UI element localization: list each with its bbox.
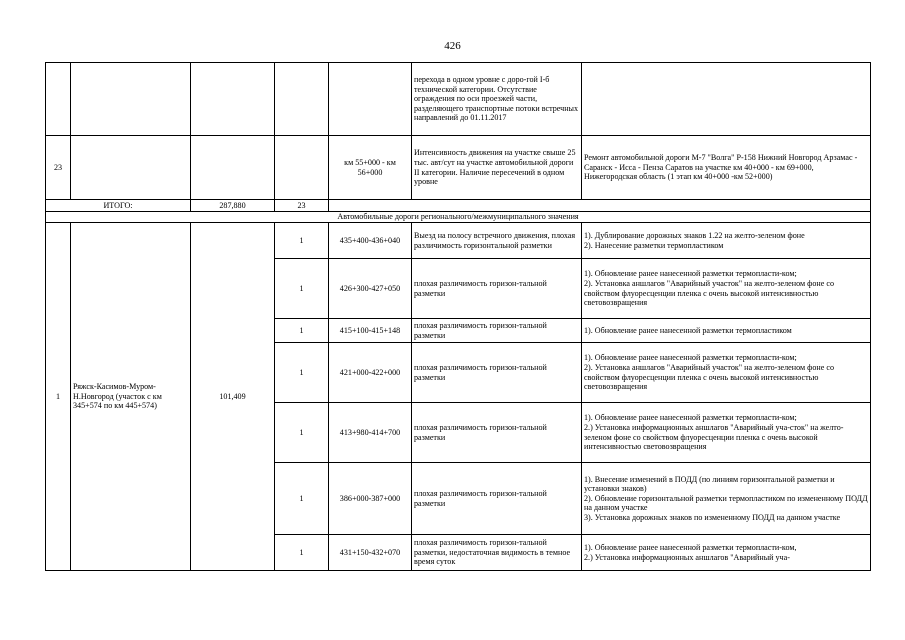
road-sections-table (45, 62, 871, 571)
km-range: 415+100-415+148 (329, 319, 412, 343)
road-name: Ряжск-Касимов-Муром-Н.Новгород (участок с км 345+574 по км 445+574) (71, 223, 191, 571)
km-range: 435+400-436+040 (329, 223, 412, 259)
continued-description: перехода в одном уровне с доро-гой I-б технической категории. Отсутствие ограждения по оси проезжей части, разделяющего транспортные потоки встречных направлений до 01.11.2017 (412, 63, 582, 136)
total-row (46, 200, 871, 212)
km-range: 413+980-414+700 (329, 403, 412, 463)
km-range: 421+000-422+000 (329, 343, 412, 403)
section-count: 1 (275, 463, 329, 535)
section-count: 1 (275, 343, 329, 403)
problem-description: Интенсивность движения на участке свыше 25 тыс. авт/сут на участке автомобильной дороги II категории. Наличие пересечений в одном уровне (412, 136, 582, 200)
measures: 1). Обновление ранее нанесенной разметки термопласти-ком; 2). Установка аншлагов "Аварийный участок" на желто-зеленом фоне со свойством флуоресценции пленка с очень высокой интенсивностью световозвращения (582, 259, 871, 319)
total-length: 287,880 (191, 200, 275, 212)
section-count: 1 (275, 535, 329, 571)
section-count: 1 (275, 223, 329, 259)
km-range: 386+000-387+000 (329, 463, 412, 535)
table-row (46, 223, 871, 259)
road-length: 101,409 (191, 223, 275, 571)
problem-description: плохая различимость горизон-тальной разметки (412, 403, 582, 463)
measures: Ремонт автомобильной дороги М-7 "Волга" Р-158 Нижний Новгород Арзамас - Саранск - Исса - Пенза Саратов на участке км 40+000 - км 69+000, Нижегородская область (1 этап км 40+000 -км 52+000) (582, 136, 871, 200)
problem-description: плохая различимость горизон-тальной разметки (412, 343, 582, 403)
table-row (46, 136, 871, 200)
measures: 1). Обновление ранее нанесенной разметки термопласти-ком; 2). Установка аншлагов "Аварийный участок" на желто-зеленом фоне со свойством флуоресценции пленка с очень высокой интенсивностью световозвращения (582, 343, 871, 403)
measures: 1). Дублирование дорожных знаков 1.22 на желто-зеленом фоне 2). Нанесение разметки термопластиком (582, 223, 871, 259)
measures: 1). Обновление ранее нанесенной разметки термопластиком (582, 319, 871, 343)
section-header-row (46, 212, 871, 223)
table-row (46, 63, 871, 136)
km-range: км 55+000 - км 56+000 (329, 136, 412, 200)
problem-description: плохая различимость горизон-тальной разметки, недостаточная видимость в темное время суток (412, 535, 582, 571)
road-number: 1 (46, 223, 71, 571)
total-label: ИТОГО: (46, 200, 191, 212)
km-range: 431+150-432+070 (329, 535, 412, 571)
problem-description: Выезд на полосу встречного движения, плохая различимость горизонтальной разметки (412, 223, 582, 259)
total-count: 23 (275, 200, 329, 212)
problem-description: плохая различимость горизон-тальной разметки (412, 463, 582, 535)
measures: 1). Обновление ранее нанесенной разметки термопласти-ком; 2.) Установка информационных аншлагов "Аварийный уча-сток" на желто-зеленом фоне со свойством флуоресценции пленка с очень высокой интенсивностью световозвращения (582, 403, 871, 463)
page-number: 426 (444, 40, 461, 52)
section-count: 1 (275, 319, 329, 343)
measures: 1). Внесение изменений в ПОДД (по линиям горизонтальной разметки и установки знаков) 2). Обновление горизонтальной разметки термопластиком по измененному ПОДД на данном участке 3). Установка дорожных знаков по измененному ПОДД на данном участке (582, 463, 871, 535)
section-title: Автомобильные дороги регионального/межмуниципального значения (46, 212, 871, 223)
row-number: 23 (46, 136, 71, 200)
problem-description: плохая различимость горизон-тальной разметки (412, 319, 582, 343)
km-range: 426+300-427+050 (329, 259, 412, 319)
measures: 1). Обновление ранее нанесенной разметки термопласти-ком, 2.) Установка информационных аншлагов "Аварийный уча- (582, 535, 871, 571)
section-count: 1 (275, 403, 329, 463)
problem-description: плохая различимость горизон-тальной разметки (412, 259, 582, 319)
section-count: 1 (275, 259, 329, 319)
